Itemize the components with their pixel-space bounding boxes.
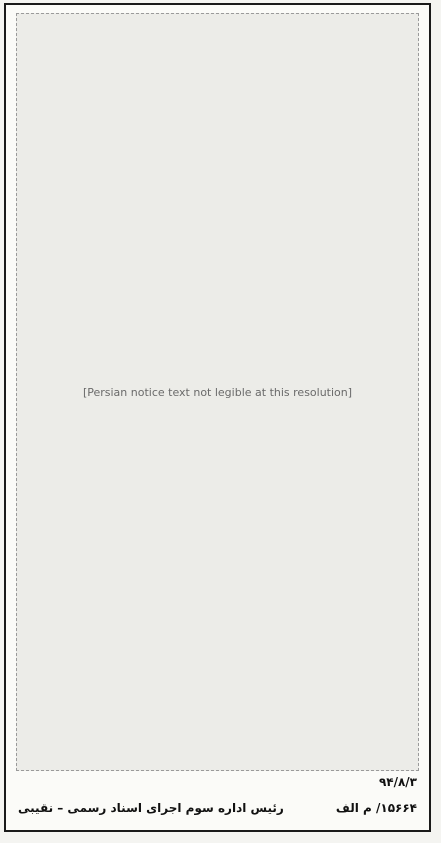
footer-date-line (18, 772, 417, 792)
notice-body-placeholder: [Persian notice text not legible at this resolution] (16, 13, 419, 771)
notice-reference-number: ۱۵۶۶۴/ م الف (335, 801, 417, 815)
footer-id-line (18, 798, 417, 818)
notice-footer (18, 772, 417, 822)
auction-notice (4, 3, 431, 832)
notice-date: ۹۴/۸/۳ (378, 775, 417, 789)
notice-signature: رئیس اداره سوم اجرای اسناد رسمی – نقیبی (18, 801, 284, 815)
